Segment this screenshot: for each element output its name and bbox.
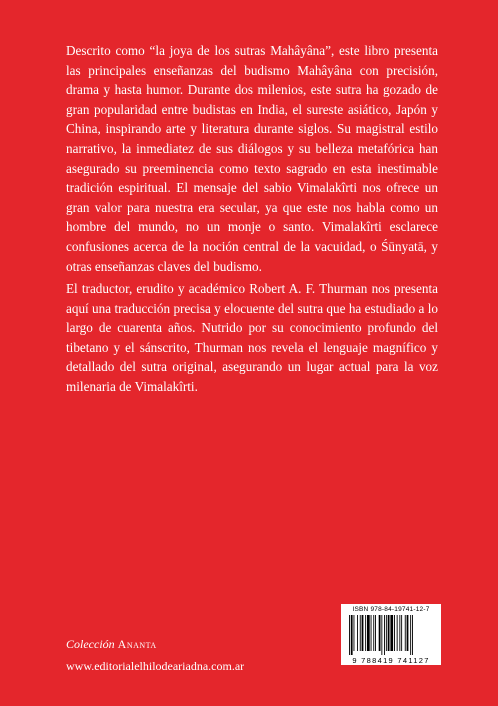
isbn-label: ISBN 978-84-19741-12-7: [352, 606, 430, 613]
barcode-bar: [375, 615, 376, 651]
barcode-bar: [388, 615, 390, 651]
barcode-bar: [373, 615, 374, 651]
barcode-panel: [341, 604, 441, 665]
barcode-bar: [367, 615, 370, 651]
barcode-icon: [347, 615, 435, 655]
barcode-digits: 9 788419 741127: [352, 656, 430, 665]
barcode-bar: [349, 615, 350, 655]
barcode-bar: [362, 615, 364, 651]
barcode-bar: [365, 615, 366, 651]
barcode-bar: [401, 615, 402, 651]
description-paragraph: Descrito como “la joya de los sutras Mahâyâna”, este libro presenta las principales enseñanzas del budismo Mahâyâna con precisión, drama y hasta humor. Durante dos milenios, este sutra ha gozado de gran popularidad entre budistas en India, el sureste asiático, Japón y China, inspirando arte y literatura durante siglos. Su magistral estilo narrativo, la inmediatez de sus diálogos y su belleza metafórica han asegurado su preeminencia como texto sagrado en esta inestimable tradición espiritual. El mensaje del sabio Vimalakîrti nos ofrece un gran valor para nuestra era secular, ya que este nos habla como un hombre del mundo, no un monje o santo. Vimalakîrti esclarece confusiones acerca de la noción central de la vacuidad, o Śūnyatā, y otras enseñanzas claves del budismo.: [66, 43, 438, 274]
collection-name: Ananta: [117, 637, 157, 651]
collection-line: [66, 637, 157, 652]
barcode-bar: [360, 615, 361, 651]
barcode-bar: [351, 615, 353, 655]
barcode-bar: [379, 615, 381, 651]
barcode-bar: [371, 615, 372, 651]
barcode-bar: [397, 615, 398, 651]
collection-prefix: Colección: [66, 637, 115, 651]
barcode-bar: [386, 615, 387, 651]
barcode-bar: [399, 615, 400, 651]
publisher-website[interactable]: www.editorialelhilodeariadna.com.ar: [66, 659, 245, 673]
barcode-bar: [412, 615, 413, 655]
barcode-bar: [354, 615, 355, 651]
barcode-bar: [384, 615, 385, 655]
barcode-bar: [357, 615, 358, 651]
barcode-bar: [407, 615, 409, 651]
translator-paragraph: El traductor, erudito y académico Robert A. F. Thurman nos presenta aquí una traducción precisa y elocuente del sutra que ha estudiado a lo largo de cuarenta años. Nutrido por su conocimiento profundo del tibetano y el sánscrito, Thurman nos revela el lenguaje magnífico y detallado del sutra original, asegurando un lugar actual para la voz milenaria de Vimalakîrti.: [66, 281, 438, 394]
barcode-bar: [381, 615, 382, 655]
barcode-bar: [394, 615, 395, 651]
barcode-bar: [390, 615, 393, 651]
barcode-bar: [410, 615, 411, 655]
barcode-bar: [405, 615, 406, 651]
